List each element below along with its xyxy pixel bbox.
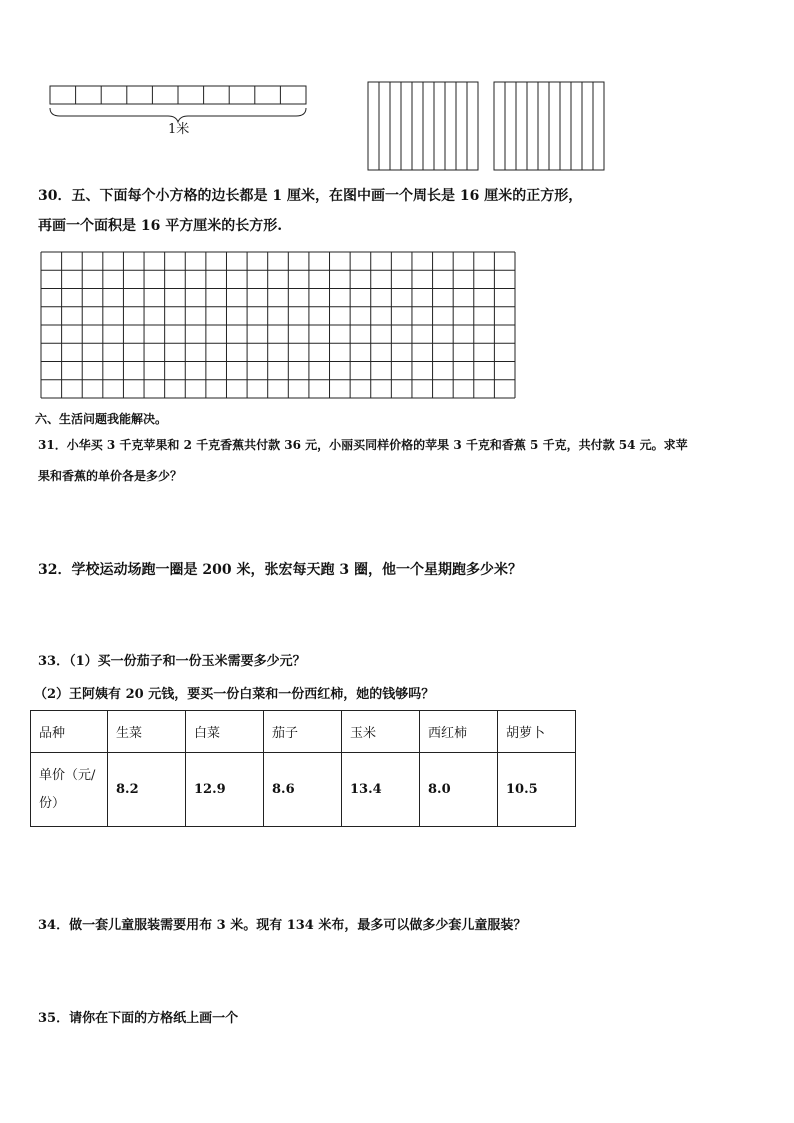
row-label-line1: 单价（元/ [39,767,96,783]
price-cell-lettuce: 8.2 [108,753,186,827]
ruler-dividers [76,86,281,104]
row-label-unit-price [31,753,108,827]
q31-line2: 果和香蕉的单价各是多少？ [38,469,183,483]
price-cell-eggplant: 8.6 [264,753,342,827]
striped-squares-figure [366,80,610,174]
q30-line2: 再画一个面积是 16 平方厘米的长方形. [38,218,283,234]
row-label-line2: 份） [39,795,66,811]
header-cell-variety: 品种 [31,711,108,753]
ruler-label: 1米 [168,122,190,137]
q32-text: 32．学校运动场跑一圈是 200 米，张宏每天跑 3 圈，他一个星期跑多少米？ [38,562,522,578]
header-cell-lettuce: 生菜 [108,711,186,753]
header-cell-tomato: 西红柿 [420,711,498,753]
price-cell-tomato: 8.0 [420,753,498,827]
header-cell-corn: 玉米 [342,711,420,753]
price-cell-carrot: 10.5 [498,753,576,827]
q30-line1: 30．五、下面每个小方格的边长都是 1 厘米，在图中画一个周长是 16 厘米的正方形， [38,188,583,204]
section-6-title: 六、生活问题我能解决。 [35,412,168,426]
price-table-price-row [31,753,576,827]
q34-text: 34．做一套儿童服装需要用布 3 米。现有 134 米布，最多可以做多少套儿童服装？ [38,918,527,933]
grid-paper[interactable] [40,251,516,399]
header-cell-carrot: 胡萝卜 [498,711,576,753]
q31-line1: 31．小华买 3 千克苹果和 2 千克香蕉共付款 36 元，小丽买同样价格的苹果 3 千克和香蕉 5 千克，共付款 54 元。求苹 [38,438,688,452]
striped-square-right [494,82,604,170]
price-table [30,710,576,827]
striped-square-left [368,82,478,170]
price-table-header-row [31,711,576,753]
price-cell-cabbage: 12.9 [186,753,264,827]
price-cell-corn: 13.4 [342,753,420,827]
ruler-brace [50,108,306,122]
q35-text: 35．请你在下面的方格纸上画一个 [38,1011,239,1026]
q33-part1: 33．（1）买一份茄子和一份玉米需要多少元？ [38,654,306,669]
header-cell-cabbage: 白菜 [186,711,264,753]
header-cell-eggplant: 茄子 [264,711,342,753]
q33-part2: （2）王阿姨有 20 元钱，要买一份白菜和一份西红柿，她的钱够吗？ [34,687,435,702]
